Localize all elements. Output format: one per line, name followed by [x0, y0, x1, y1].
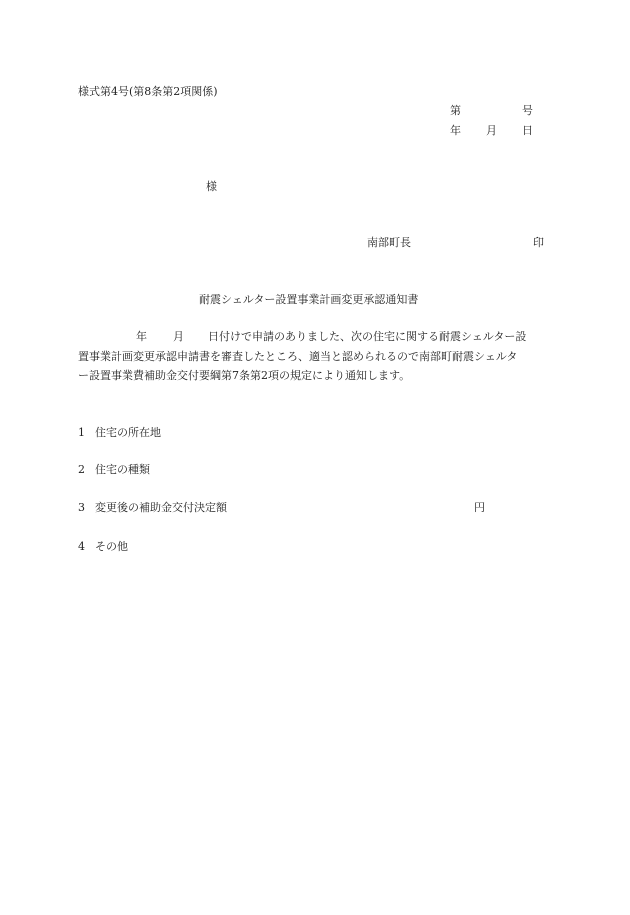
addressee-honorific: 様	[206, 180, 217, 193]
seal-mark: 印	[533, 236, 544, 249]
list-item-housing-type	[78, 463, 150, 477]
date-month-label: 月	[486, 124, 497, 137]
list-item-number: 3	[78, 501, 85, 514]
body-date-year: 年	[136, 330, 147, 343]
list-item-label: 住宅の所在地	[95, 426, 161, 439]
body-line-1-text: 日付けで申請のありました、次の住宅に関する耐震シェルター設	[208, 330, 527, 343]
date-year-label: 年	[450, 124, 461, 137]
list-item-location	[78, 426, 161, 440]
form-number: 様式第4号(第8条第2項関係)	[78, 85, 218, 98]
body-paragraph-line-2: 置事業計画変更承認申請書を審査したところ、適当と認められるので南部町耐震シェルタ	[78, 350, 518, 363]
list-item-label: 住宅の種類	[95, 463, 150, 476]
body-date-month: 月	[173, 330, 184, 343]
list-item-label: その他	[95, 540, 128, 553]
list-item-number: 2	[78, 463, 85, 476]
list-item-subsidy-amount	[78, 501, 227, 515]
date-day-label: 日	[522, 124, 533, 137]
body-paragraph-line-3: ー設置事業費補助金交付要綱第7条第2項の規定により通知します。	[78, 369, 411, 382]
document-number-suffix: 号	[522, 104, 533, 117]
list-item-other	[78, 540, 128, 554]
subsidy-amount-unit: 円	[474, 501, 485, 514]
list-item-number: 4	[78, 540, 85, 553]
document-number-prefix: 第	[450, 104, 461, 117]
issuer-name: 南部町長	[367, 236, 411, 249]
list-item-number: 1	[78, 426, 85, 439]
list-item-label: 変更後の補助金交付決定額	[95, 501, 227, 514]
document-title: 耐震シェルター設置事業計画変更承認通知書	[199, 293, 419, 306]
